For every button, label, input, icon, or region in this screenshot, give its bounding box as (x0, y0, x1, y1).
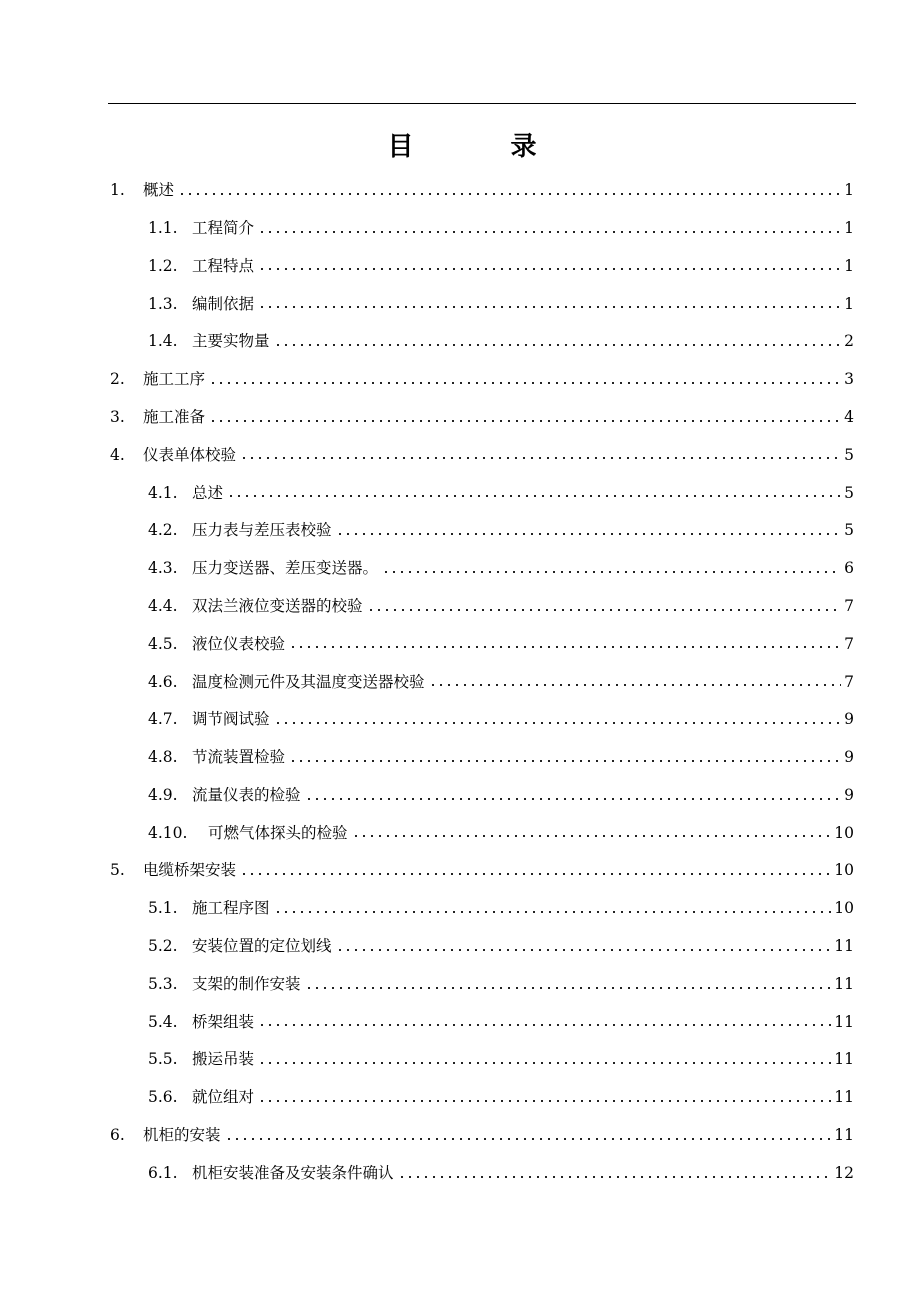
toc-entry-label: 压力表与差压表校验 (192, 521, 332, 540)
toc-entry-page: 11 (834, 1050, 854, 1069)
toc-entry-number: 1.2. (148, 256, 178, 275)
toc-entry-label: 可燃气体探头的检验 (208, 823, 348, 842)
toc-entry-number: 1.1. (148, 218, 178, 237)
toc-entry-page: 4 (844, 407, 854, 426)
toc-entry[interactable] (0, 739, 920, 777)
toc-entry-number: 4.2. (148, 521, 178, 540)
toc-entry-page: 10 (834, 823, 854, 842)
toc-entry-label: 工程特点 (192, 256, 255, 275)
toc-entry-number: 1.3. (148, 294, 178, 313)
toc-entry-page: 9 (844, 748, 854, 767)
toc-entry-page: 3 (844, 370, 854, 389)
toc-entry-page: 1 (844, 294, 854, 313)
toc-entry[interactable] (0, 474, 920, 512)
toc-dot-leader (274, 715, 842, 731)
toc-entry-label: 安装位置的定位划线 (192, 937, 332, 956)
toc-entry-page: 12 (834, 1163, 854, 1182)
toc-entry[interactable] (0, 777, 920, 815)
toc-entry-label: 流量仪表的检验 (192, 785, 301, 804)
toc-entry[interactable] (0, 966, 920, 1004)
toc-dot-leader (336, 526, 842, 542)
toc-entry-label: 压力变送器、差压变送器。 (192, 559, 379, 578)
toc-dot-leader (258, 261, 841, 277)
toc-dot-leader (398, 1169, 832, 1185)
toc-entry-number: 4.4. (148, 596, 178, 615)
toc-entry-label: 调节阀试验 (192, 710, 270, 729)
toc-entry-page: 6 (844, 559, 854, 578)
toc-entry-page: 1 (844, 218, 854, 237)
toc-entry-page: 9 (844, 785, 854, 804)
toc-entry-label: 主要实物量 (192, 332, 270, 351)
toc-entry-label: 双法兰液位变送器的校验 (192, 596, 363, 615)
toc-dot-leader (289, 753, 841, 769)
toc-dot-leader (382, 564, 841, 580)
toc-entry-number: 3. (110, 407, 125, 426)
toc-dot-leader (258, 1017, 831, 1033)
toc-entry-page: 1 (844, 256, 854, 275)
toc-list (0, 172, 920, 1193)
toc-entry[interactable] (0, 399, 920, 437)
toc-entry-label: 施工程序图 (192, 899, 270, 918)
toc-entry-number: 5.2. (148, 937, 178, 956)
toc-entry-label: 温度检测元件及其温度变送器校验 (192, 672, 425, 691)
toc-entry-number: 4.3. (148, 559, 178, 578)
toc-entry[interactable] (0, 663, 920, 701)
toc-entry-label: 桥架组装 (192, 1012, 255, 1031)
toc-entry[interactable] (0, 1079, 920, 1117)
toc-entry-number: 5.6. (148, 1088, 178, 1107)
toc-dot-leader (225, 1131, 832, 1147)
toc-entry[interactable] (0, 852, 920, 890)
toc-dot-leader (352, 828, 832, 844)
toc-entry[interactable] (0, 172, 920, 210)
toc-entry-page: 10 (834, 899, 854, 918)
toc-entry-label: 机柜的安装 (143, 1126, 221, 1145)
toc-entry-page: 1 (844, 181, 854, 200)
toc-dot-leader (305, 980, 832, 996)
toc-entry-number: 5. (110, 861, 125, 880)
toc-entry-label: 施工准备 (143, 407, 206, 426)
toc-entry-label: 机柜安装准备及安装条件确认 (192, 1163, 394, 1182)
toc-entry-label: 液位仪表校验 (192, 634, 286, 653)
toc-dot-leader (240, 450, 841, 466)
toc-dot-leader (274, 904, 832, 920)
toc-dot-leader (227, 488, 841, 504)
toc-entry-label: 节流装置检验 (192, 748, 286, 767)
toc-entry-number: 5.4. (148, 1012, 178, 1031)
toc-entry[interactable] (0, 626, 920, 664)
toc-entry-number: 5.3. (148, 974, 178, 993)
toc-entry[interactable] (0, 1117, 920, 1155)
toc-entry[interactable] (0, 1004, 920, 1042)
toc-entry[interactable] (0, 323, 920, 361)
toc-entry[interactable] (0, 210, 920, 248)
toc-dot-leader (274, 337, 842, 353)
toc-entry-page: 7 (844, 596, 854, 615)
toc-entry-number: 4.6. (148, 672, 178, 691)
toc-entry-number: 6. (110, 1126, 125, 1145)
toc-entry-label: 总述 (192, 483, 224, 502)
toc-dot-leader (258, 1055, 831, 1071)
toc-dot-leader (305, 791, 842, 807)
toc-entry-number: 2. (110, 370, 125, 389)
toc-dot-leader (209, 375, 841, 391)
toc-entry-number: 4. (110, 445, 125, 464)
toc-entry[interactable] (0, 588, 920, 626)
toc-entry-number: 4.7. (148, 710, 178, 729)
toc-entry[interactable] (0, 928, 920, 966)
toc-entry-label: 施工工序 (143, 370, 206, 389)
toc-entry[interactable] (0, 512, 920, 550)
toc-entry-page: 5 (844, 483, 854, 502)
toc-dot-leader (429, 677, 842, 693)
toc-entry-page: 5 (844, 521, 854, 540)
toc-dot-leader (289, 639, 841, 655)
toc-entry-label: 电缆桥架安装 (143, 861, 237, 880)
toc-entry-number: 4.8. (148, 748, 178, 767)
toc-dot-leader (240, 866, 831, 882)
toc-entry-page: 5 (844, 445, 854, 464)
toc-entry[interactable] (0, 1155, 920, 1193)
toc-entry[interactable] (0, 437, 920, 475)
toc-entry[interactable] (0, 815, 920, 853)
toc-entry-page: 11 (834, 1126, 854, 1145)
toc-entry-label: 搬运吊装 (192, 1050, 255, 1069)
toc-entry-number: 1. (110, 181, 125, 200)
toc-entry-number: 6.1. (148, 1163, 178, 1182)
toc-entry-label: 仪表单体校验 (143, 445, 237, 464)
toc-dot-leader (258, 299, 841, 315)
toc-entry[interactable] (0, 285, 920, 323)
toc-entry-page: 7 (844, 672, 854, 691)
toc-entry[interactable] (0, 248, 920, 286)
toc-entry-number: 4.10. (148, 823, 188, 842)
toc-entry[interactable] (0, 890, 920, 928)
toc-dot-leader (336, 942, 832, 958)
toc-entry-page: 11 (834, 1012, 854, 1031)
toc-entry[interactable] (0, 361, 920, 399)
toc-entry-number: 4.9. (148, 785, 178, 804)
toc-entry-page: 9 (844, 710, 854, 729)
toc-entry-label: 就位组对 (192, 1088, 255, 1107)
toc-entry-page: 11 (834, 937, 854, 956)
toc-entry-page: 7 (844, 634, 854, 653)
toc-entry-number: 5.1. (148, 899, 178, 918)
toc-entry-page: 10 (834, 861, 854, 880)
toc-entry[interactable] (0, 701, 920, 739)
toc-entry-page: 11 (834, 1088, 854, 1107)
toc-entry-label: 编制依据 (192, 294, 255, 313)
toc-entry-label: 工程简介 (192, 218, 255, 237)
toc-entry-number: 5.5. (148, 1050, 178, 1069)
toc-entry-number: 4.1. (148, 483, 178, 502)
toc-dot-leader (178, 186, 841, 202)
header-rule (108, 103, 856, 104)
toc-dot-leader (258, 224, 841, 240)
toc-entry-label: 支架的制作安装 (192, 974, 301, 993)
toc-entry-label: 概述 (143, 181, 175, 200)
toc-dot-leader (209, 413, 841, 429)
toc-title: 目 录 (387, 132, 581, 162)
toc-entry-page: 11 (834, 974, 854, 993)
toc-dot-leader (258, 1093, 831, 1109)
toc-entry[interactable] (0, 550, 920, 588)
toc-entry-page: 2 (844, 332, 854, 351)
toc-dot-leader (367, 602, 842, 618)
toc-entry[interactable] (0, 1041, 920, 1079)
toc-entry-number: 1.4. (148, 332, 178, 351)
toc-entry-number: 4.5. (148, 634, 178, 653)
